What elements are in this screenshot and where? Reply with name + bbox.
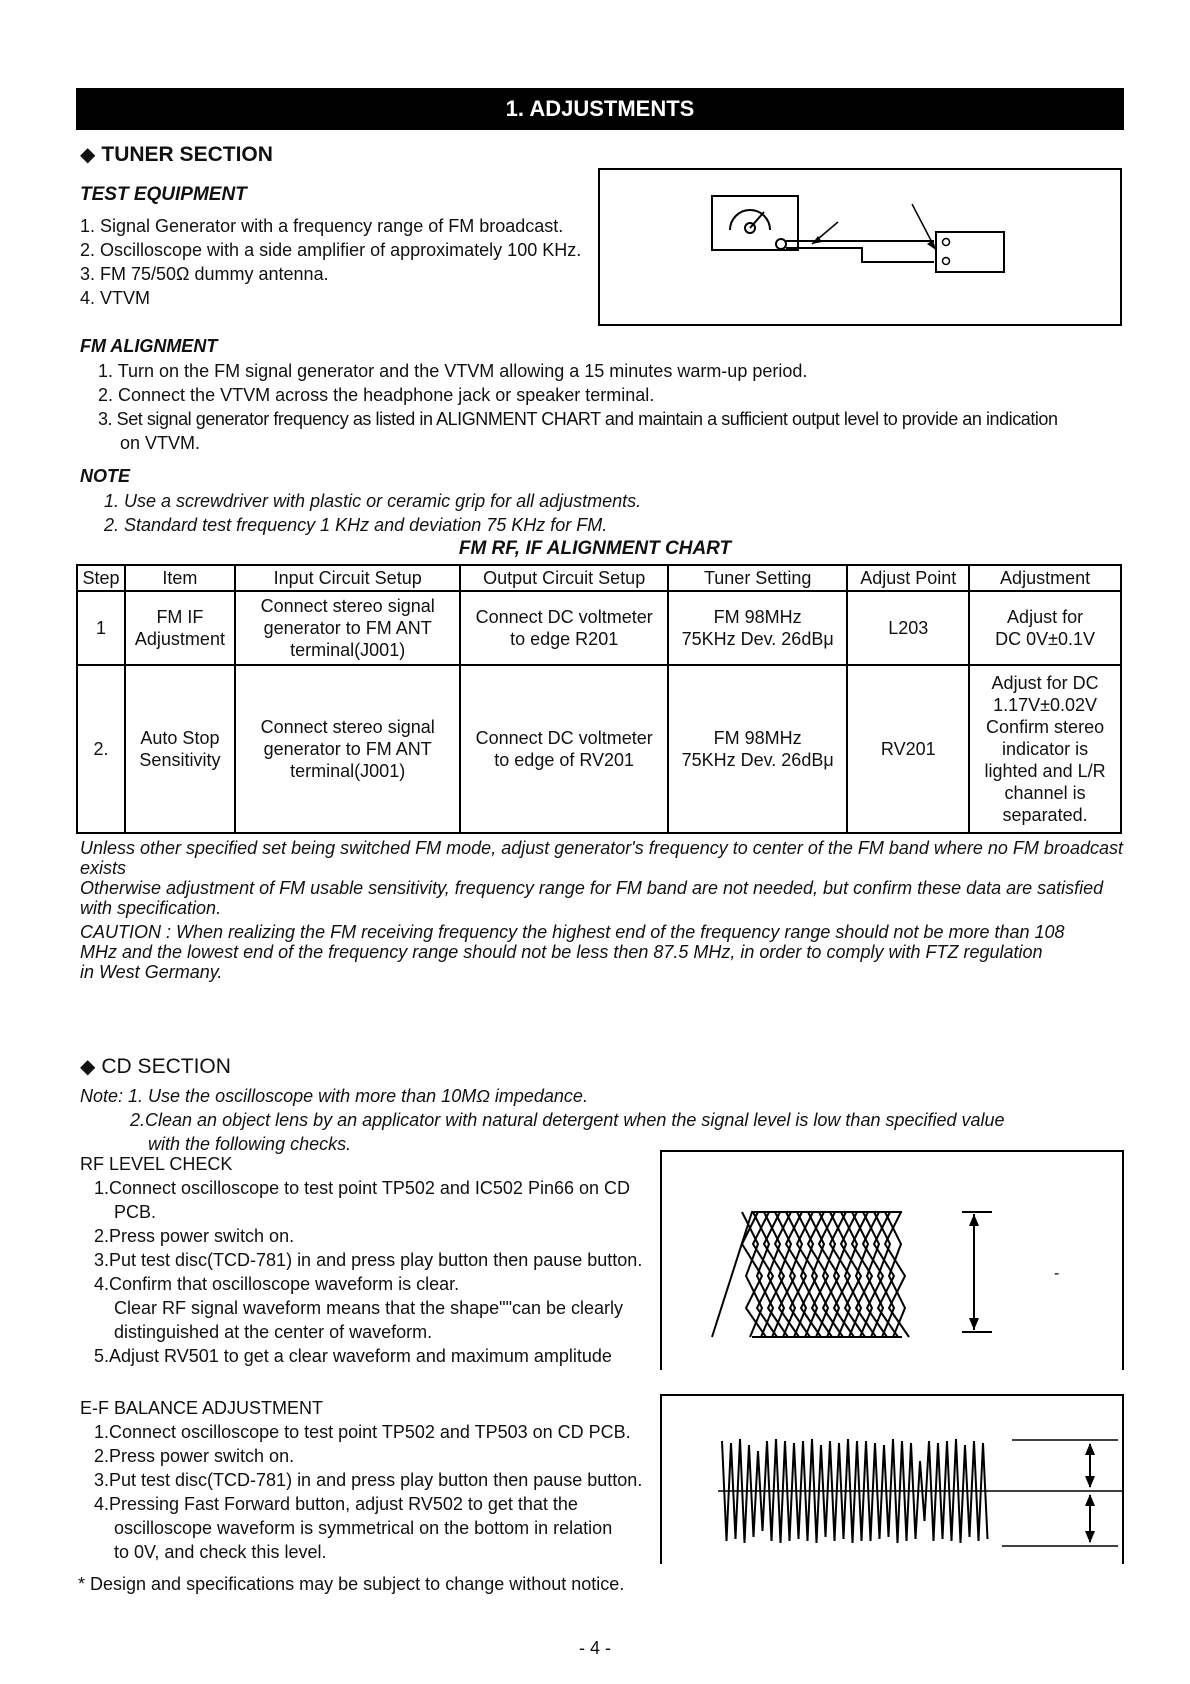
list-item: to 0V, and check this level.: [114, 1542, 327, 1562]
cell-input: Connect stereo signal generator to FM ANT terminal(J001): [235, 591, 461, 665]
list-item: 3. Set signal generator frequency as listed in ALIGNMENT CHART and maintain a sufficient output level to provide an indication: [98, 409, 1058, 429]
tuner-section-title: TUNER SECTION: [101, 143, 273, 166]
tuner-section-heading: [80, 142, 273, 167]
note-title: NOTE: [80, 466, 131, 486]
list-item: 3. FM 75/50Ω dummy antenna.: [80, 264, 329, 284]
ef-steps-list: [94, 1420, 642, 1564]
list-item: 2.Press power switch on.: [94, 1226, 295, 1246]
ef-balance-drawing: [662, 1396, 1122, 1564]
page-number: - 4 -: [578, 1638, 611, 1658]
test-equipment-list: [80, 214, 581, 310]
list-item: 4. VTVM: [80, 288, 151, 308]
footnote-line: exists: [80, 858, 127, 878]
cell-item: FM IF Adjustment: [125, 591, 235, 665]
column-header: Adjustment: [969, 565, 1121, 591]
fm-alignment-title: FM ALIGNMENT: [80, 336, 218, 356]
column-header: Tuner Setting: [668, 565, 848, 591]
cell-adjustment: Adjust for DC 0V±0.1V: [969, 591, 1121, 665]
fm-alignment-list: [98, 359, 1058, 455]
footnote-line: Unless other specified set being switched FM mode, adjust generator's frequency to center of the FM band where no FM broadcast: [80, 838, 1123, 858]
list-item: 3.Put test disc(TCD-781) in and press play button then pause button.: [94, 1470, 643, 1490]
note-list: [104, 489, 641, 537]
list-item: distinguished at the center of waveform.: [114, 1322, 433, 1342]
ef-waveform-figure: [660, 1394, 1124, 1564]
column-header: Adjust Point: [847, 565, 969, 591]
cell-output: Connect DC voltmeter to edge of RV201: [460, 665, 667, 833]
cell-input: Connect stereo signal generator to FM ANT terminal(J001): [235, 665, 461, 833]
note-line: 2.Clean an object lens by an applicator with natural detergent when the signal level is low than specified value: [130, 1110, 1005, 1130]
footnote-line: CAUTION : When realizing the FM receiving frequency the highest end of the frequency range should not be more than 108: [80, 922, 1065, 942]
tuner-footnotes: [80, 838, 1124, 982]
list-item: oscilloscope waveform is symmetrical on the bottom in relation: [114, 1518, 613, 1538]
list-item: 4.Pressing Fast Forward button, adjust RV502 to get that the: [94, 1494, 578, 1514]
alignment-table: [76, 564, 1122, 834]
cd-notes: [80, 1084, 1005, 1156]
column-header: Item: [125, 565, 235, 591]
list-item: 1.Connect oscilloscope to test point TP502 and TP503 on CD PCB.: [94, 1422, 631, 1442]
list-item: 1. Turn on the FM signal generator and the VTVM allowing a 15 minutes warm-up period.: [98, 361, 808, 381]
design-note: * Design and specifications may be subject to change without notice.: [78, 1574, 625, 1594]
diamond-bullet-icon: ◆: [80, 1056, 96, 1078]
footnote-line: with specification.: [80, 898, 222, 918]
cd-section-title: CD SECTION: [101, 1055, 231, 1078]
cell-item: Auto Stop Sensitivity: [125, 665, 235, 833]
ef-balance-title: E-F BALANCE ADJUSTMENT: [80, 1398, 324, 1418]
rf-level-title: RF LEVEL CHECK: [80, 1154, 233, 1174]
column-header: Step: [77, 565, 125, 591]
diamond-bullet-icon: ◆: [80, 144, 96, 166]
cell-step: 2.: [77, 665, 125, 833]
cell-adjustment: Adjust for DC 1.17V±0.02V Confirm stereo indicator is lighted and L/R channel is separated.: [969, 665, 1121, 833]
page-title: 1. ADJUSTMENTS: [76, 88, 1124, 130]
rf-steps-list: [94, 1176, 642, 1368]
list-item: 1. Signal Generator with a frequency range of FM broadcast.: [80, 216, 564, 236]
column-header: Input Circuit Setup: [235, 565, 461, 591]
rf-eye-pattern-drawing: [662, 1152, 1122, 1370]
jack-icon: [776, 239, 786, 249]
cell-tuner: FM 98MHz 75KHz Dev. 26dBμ: [668, 591, 848, 665]
cell-adjust-point: RV201: [847, 665, 969, 833]
cell-adjust-point: L203: [847, 591, 969, 665]
list-item: 4.Confirm that oscilloscope waveform is clear.: [94, 1274, 460, 1294]
cell-step: 1: [77, 591, 125, 665]
footnote-line: in West Germany.: [80, 962, 223, 982]
tuner-connection-diagram: [598, 168, 1122, 326]
list-item: 3.Put test disc(TCD-781) in and press play button then pause button.: [94, 1250, 643, 1270]
note-line: Note: 1. Use the oscilloscope with more than 10MΩ impedance.: [80, 1086, 588, 1106]
list-item: 1. Use a screwdriver with plastic or ceramic grip for all adjustments.: [104, 491, 642, 511]
cd-section-heading: [80, 1054, 231, 1079]
footnote-line: MHz and the lowest end of the frequency range should not be less then 87.5 MHz, in order to comply with FTZ regulation: [80, 942, 1043, 962]
rf-dash-mark: -: [1054, 1265, 1060, 1282]
footnote-line: Otherwise adjustment of FM usable sensitivity, frequency range for FM band are not needed, but confirm these data are satisfied: [80, 878, 1104, 898]
note-line: with the following checks.: [148, 1134, 352, 1154]
test-equipment-title: TEST EQUIPMENT: [80, 184, 247, 205]
table-row: [77, 665, 1121, 833]
list-item: Clear RF signal waveform means that the shape""can be clearly: [114, 1298, 624, 1318]
list-item: PCB.: [114, 1202, 157, 1222]
meter-connection-drawing: [600, 170, 1120, 324]
list-item: 2. Connect the VTVM across the headphone jack or speaker terminal.: [98, 385, 655, 405]
rf-waveform-figure: [660, 1150, 1124, 1370]
column-header: Output Circuit Setup: [460, 565, 667, 591]
table-row: [77, 591, 1121, 665]
list-item: 5.Adjust RV501 to get a clear waveform and maximum amplitude: [94, 1346, 612, 1366]
table-header-row: [77, 565, 1121, 591]
list-item: 2.Press power switch on.: [94, 1446, 295, 1466]
chart-title: FM RF, IF ALIGNMENT CHART: [458, 538, 732, 559]
list-item: 2. Standard test frequency 1 KHz and deviation 75 KHz for FM.: [104, 515, 608, 535]
cell-tuner: FM 98MHz 75KHz Dev. 26dBμ: [668, 665, 848, 833]
list-item: 1.Connect oscilloscope to test point TP502 and IC502 Pin66 on CD: [94, 1178, 631, 1198]
list-item: on VTVM.: [120, 433, 201, 453]
list-item: 2. Oscilloscope with a side amplifier of approximately 100 KHz.: [80, 240, 582, 260]
cell-output: Connect DC voltmeter to edge R201: [460, 591, 667, 665]
